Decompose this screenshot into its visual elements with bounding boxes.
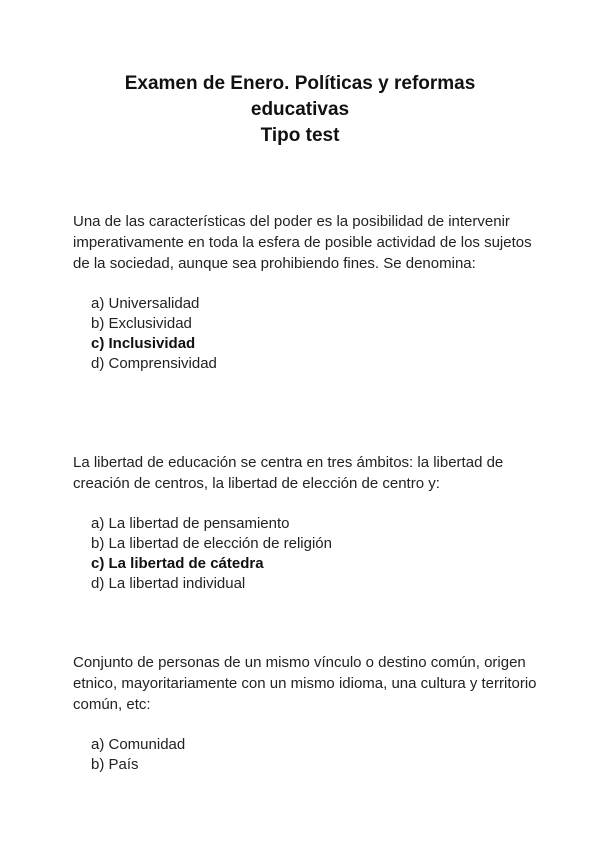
options-list bbox=[73, 514, 543, 594]
option-b: b) Exclusividad bbox=[91, 315, 192, 332]
title-line: educativas bbox=[250, 99, 350, 120]
options-list bbox=[73, 294, 543, 374]
question-text: Una de las características del poder es la posibilidad de intervenir imperativamente en toda la esfera de posible actividad de los sujetos de la sociedad, aunque sea prohibiendo fines. Se denomina: bbox=[73, 213, 532, 272]
option-c-correct: c) La libertad de cátedra bbox=[91, 555, 264, 572]
option-a: a) Universalidad bbox=[91, 295, 200, 312]
option-b: b) La libertad de elección de religión bbox=[91, 535, 332, 552]
question-3 bbox=[73, 652, 543, 775]
option-a: a) La libertad de pensamiento bbox=[91, 515, 290, 532]
question-text: La libertad de educación se centra en tres ámbitos: la libertad de creación de centros, la libertad de elección de centro y: bbox=[73, 454, 504, 492]
option-b: b) País bbox=[91, 756, 139, 773]
option-d: d) Comprensividad bbox=[91, 355, 217, 372]
title-line: Tipo test bbox=[260, 125, 340, 146]
option-c-correct: c) Inclusividad bbox=[91, 335, 196, 352]
question-1 bbox=[73, 211, 543, 374]
title-line: Examen de Enero. Políticas y reformas bbox=[124, 73, 476, 94]
option-d: d) La libertad individual bbox=[91, 575, 246, 592]
document-title bbox=[0, 71, 600, 149]
option-a: a) Comunidad bbox=[91, 736, 186, 753]
options-list bbox=[73, 735, 543, 775]
question-text: Conjunto de personas de un mismo vínculo o destino común, origen etnico, mayoritariamente con un mismo idioma, una cultura y territorio común, etc: bbox=[73, 654, 537, 713]
question-2 bbox=[73, 452, 543, 594]
